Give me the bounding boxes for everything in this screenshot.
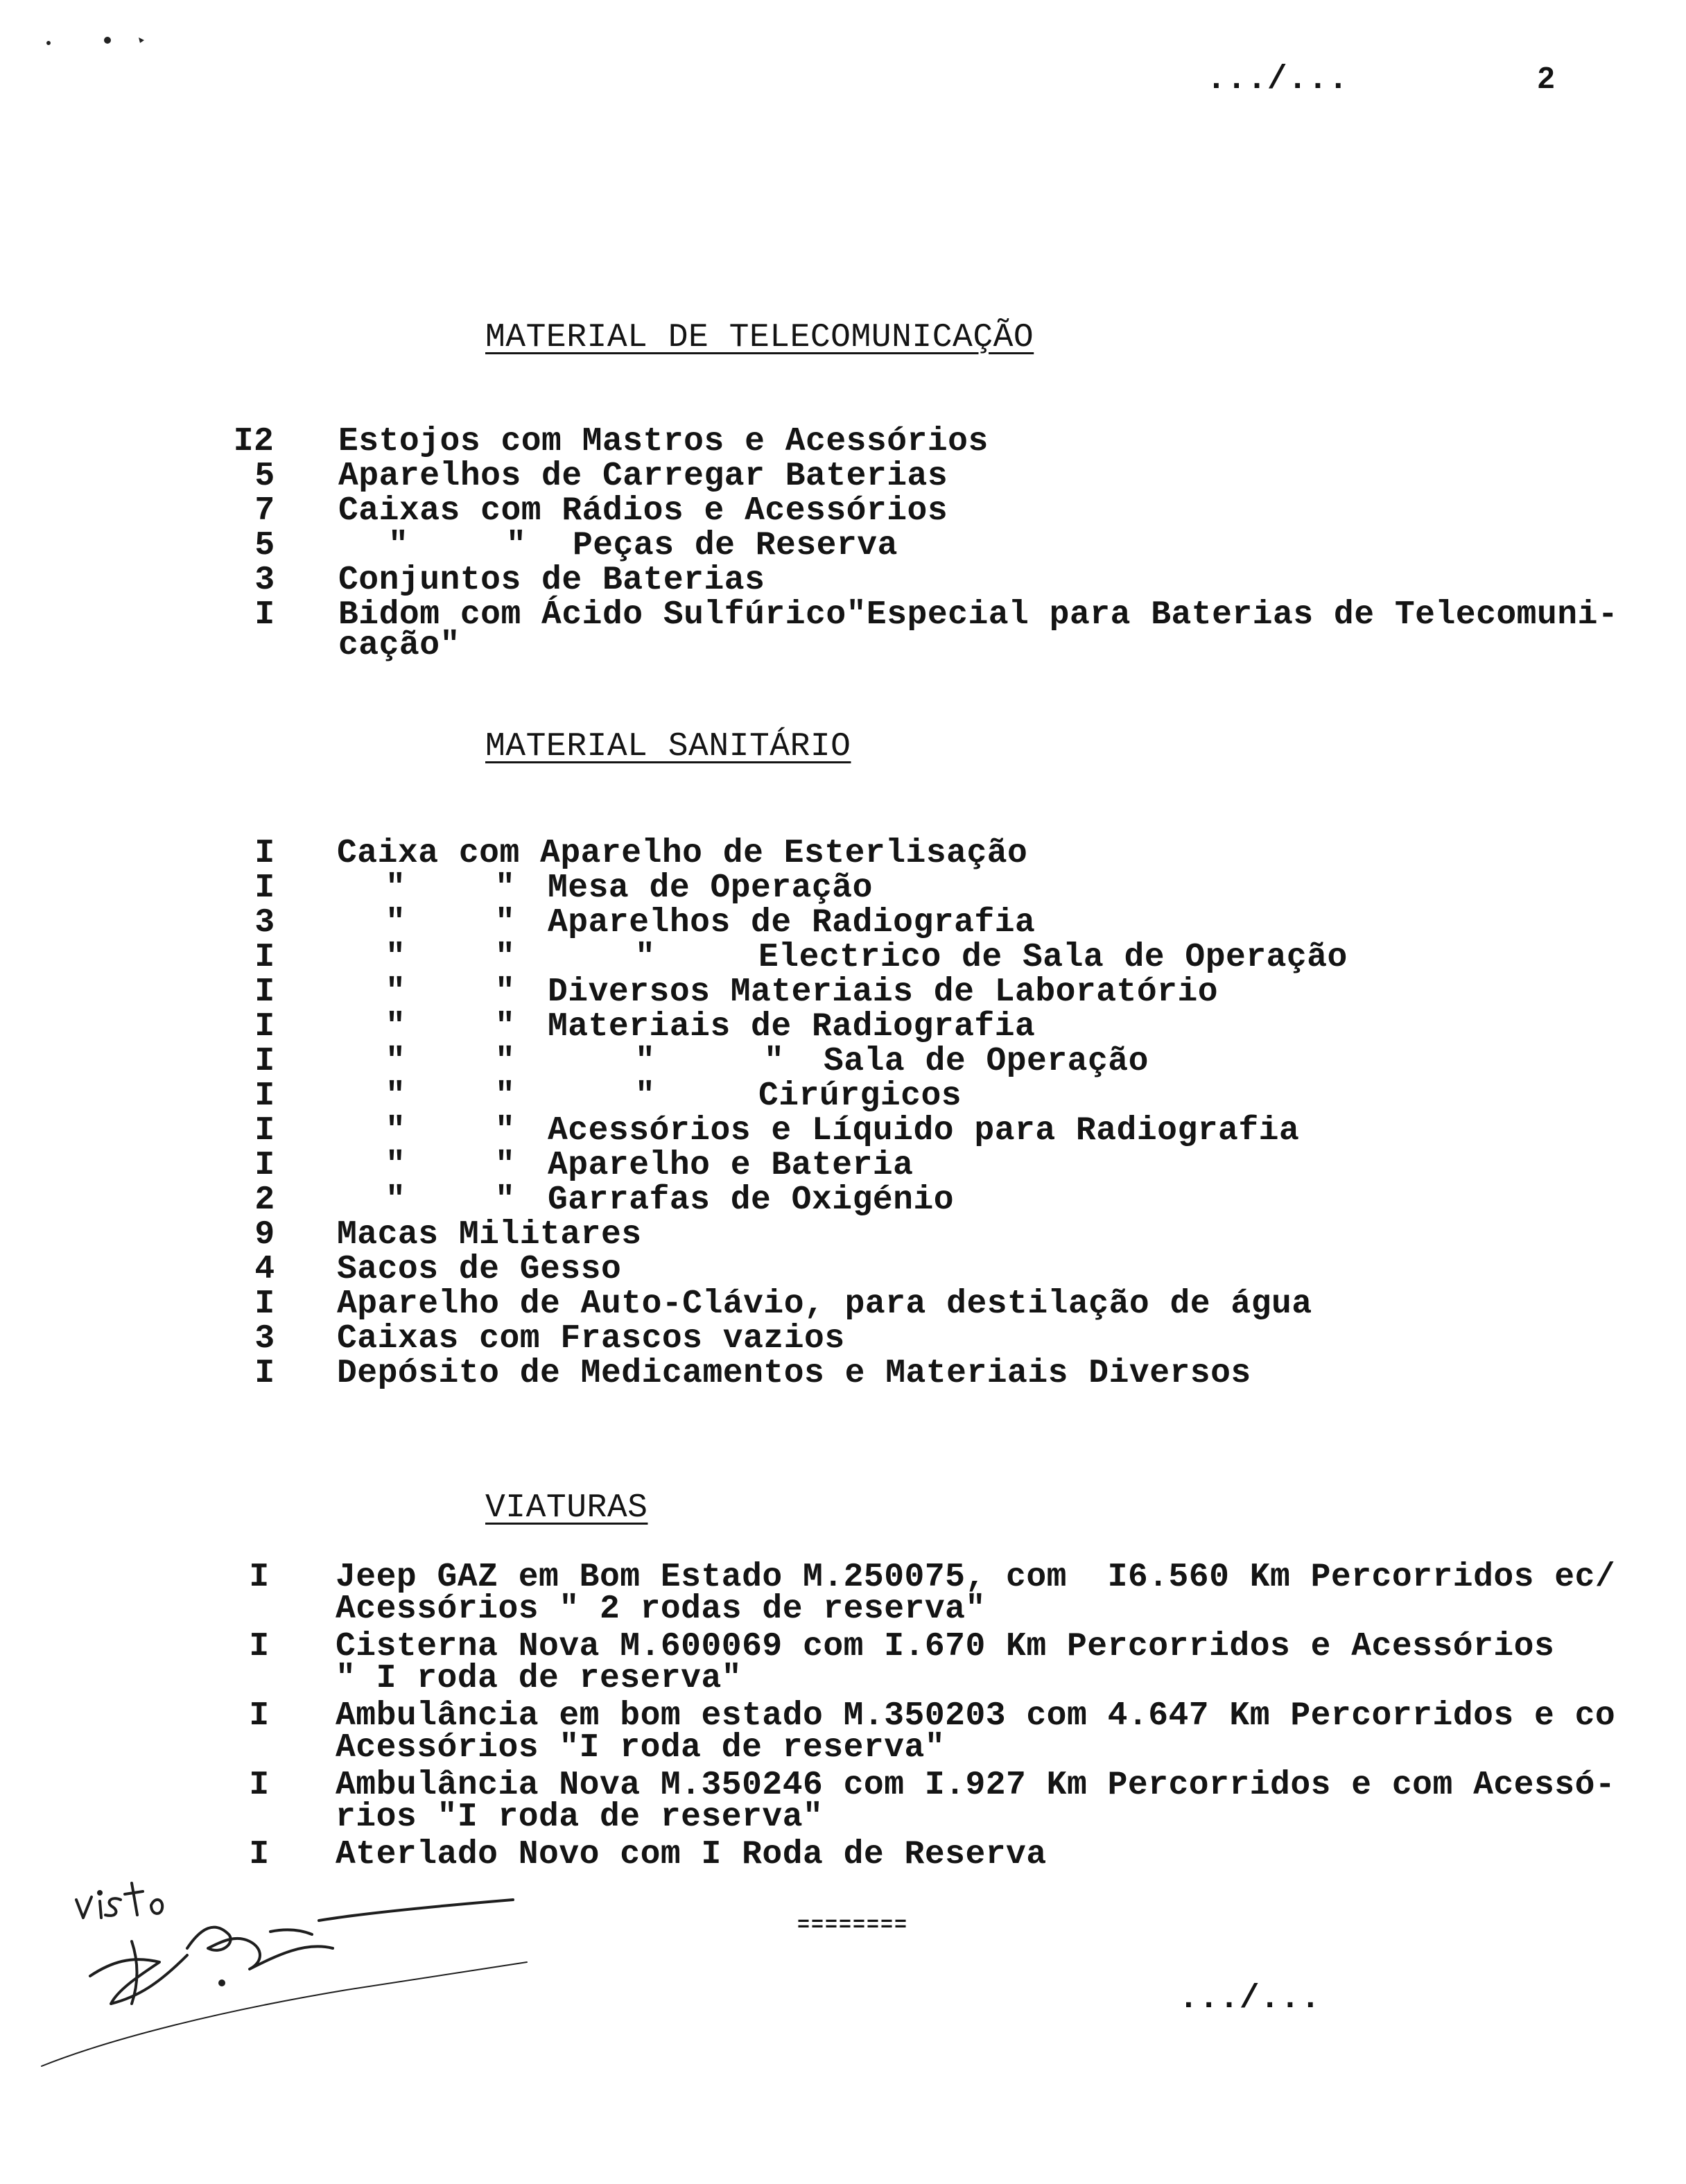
item-quantity: I: [254, 1077, 275, 1115]
ditto-mark: ": [385, 869, 406, 907]
ditto-mark: ": [388, 527, 409, 564]
item-description: Caixas com Frascos vazios: [337, 1320, 845, 1358]
ditto-mark: ": [635, 939, 656, 976]
item-description: Diversos Materiais de Laboratório: [548, 973, 1219, 1011]
ditto-mark: ": [495, 973, 516, 1011]
item-quantity: I: [249, 1767, 270, 1804]
ditto-mark: ": [495, 904, 516, 942]
item-quantity: 9: [254, 1216, 275, 1254]
item-description: Macas Militares: [337, 1216, 642, 1254]
item-quantity: I: [249, 1559, 270, 1596]
item-description: Caixas com Rádios e Acessórios: [338, 492, 948, 530]
item-description: Depósito de Medicamentos e Materiais Diversos: [337, 1355, 1251, 1392]
item-quantity: I: [254, 1147, 275, 1184]
item-description: Aterlado Novo com I Roda de Reserva: [336, 1836, 1047, 1873]
item-description: Aparelhos de Radiografia: [548, 904, 1036, 942]
item-quantity: I: [249, 1628, 270, 1665]
item-quantity: 5: [254, 458, 275, 495]
item-description: Bidom com Ácido Sulfúrico"Especial para Baterias de Telecomuni-: [338, 596, 1619, 634]
item-description: Sacos de Gesso: [337, 1251, 622, 1288]
section-heading-viaturas: VIATURAS: [485, 1489, 648, 1527]
item-quantity: I: [249, 1697, 270, 1735]
ditto-mark: ": [495, 1008, 516, 1046]
item-description-continuation: Acessórios "I roda de reserva": [336, 1729, 946, 1767]
item-quantity: I: [254, 1008, 275, 1046]
ditto-mark: ": [385, 904, 406, 942]
item-quantity: I: [254, 1285, 275, 1323]
item-description-continuation: Acessórios " 2 rodas de reserva": [336, 1591, 986, 1628]
item-description: Ambulância Nova M.350246 com I.927 Km Percorridos e com Acessó-: [336, 1767, 1616, 1804]
handwritten-signature: [28, 1872, 596, 2080]
ditto-mark: ": [495, 939, 516, 976]
item-description: Peças de Reserva: [573, 527, 898, 564]
item-quantity: I: [254, 835, 275, 872]
ditto-mark: ": [495, 1077, 516, 1115]
ditto-mark: ": [764, 1043, 785, 1080]
ditto-mark: ": [495, 1147, 516, 1184]
item-quantity: 5: [254, 527, 275, 564]
item-description-continuation: cação": [338, 627, 460, 664]
section-heading-sanitario: MATERIAL SANITÁRIO: [485, 728, 851, 765]
continuation-mark-top: .../...: [1206, 61, 1349, 98]
section-heading-telecom: MATERIAL DE TELECOMUNICAÇÃO: [485, 319, 1034, 356]
item-quantity: I: [254, 939, 275, 976]
ditto-mark: ": [385, 973, 406, 1011]
item-quantity: 7: [254, 492, 275, 530]
ditto-mark: ": [385, 1147, 406, 1184]
ditto-mark: ": [635, 1077, 656, 1115]
item-description: Caixa com Aparelho de Esterlisação: [337, 835, 1028, 872]
item-quantity: I2: [233, 423, 275, 460]
item-description: Aparelhos de Carregar Baterias: [338, 458, 948, 495]
item-description: Aparelho e Bateria: [548, 1147, 914, 1184]
item-description: Materiais de Radiografia: [548, 1008, 1036, 1046]
scan-specks: [28, 21, 194, 76]
ditto-mark: ": [385, 939, 406, 976]
ditto-mark: ": [495, 1112, 516, 1150]
item-description: Conjuntos de Baterias: [338, 562, 765, 599]
ditto-mark: ": [495, 1043, 516, 1080]
item-description: Aparelho de Auto-Clávio, para destilação de água: [337, 1285, 1312, 1323]
item-quantity: I: [254, 1355, 275, 1392]
ditto-mark: ": [385, 1112, 406, 1150]
item-quantity: 4: [254, 1251, 275, 1288]
item-description: Estojos com Mastros e Acessórios: [338, 423, 989, 460]
item-quantity: 3: [254, 904, 275, 942]
ditto-mark: ": [385, 1008, 406, 1046]
item-description: Mesa de Operação: [548, 869, 873, 907]
ditto-mark: ": [506, 527, 527, 564]
item-description-continuation: rios "I roda de reserva": [336, 1799, 824, 1836]
ditto-mark: ": [495, 869, 516, 907]
item-quantity: I: [254, 1043, 275, 1080]
item-description: Cirúrgicos: [758, 1077, 962, 1115]
item-quantity: 2: [254, 1181, 275, 1219]
item-quantity: 3: [254, 1320, 275, 1358]
ditto-mark: ": [495, 1181, 516, 1219]
ditto-mark: ": [385, 1077, 406, 1115]
ditto-mark: ": [635, 1043, 656, 1080]
item-description: Sala de Operação: [824, 1043, 1149, 1080]
item-description: Electrico de Sala de Operação: [758, 939, 1348, 976]
separator-line: ========: [797, 1914, 909, 1937]
item-description: Acessórios e Líquido para Radiografia: [548, 1112, 1300, 1150]
item-quantity: I: [249, 1836, 270, 1873]
item-quantity: I: [254, 596, 275, 634]
item-description: Garrafas de Oxigénio: [548, 1181, 955, 1219]
ditto-mark: ": [385, 1181, 406, 1219]
item-quantity: 3: [254, 562, 275, 599]
page-number: 2: [1538, 61, 1555, 95]
item-description-continuation: " I roda de reserva": [336, 1660, 742, 1697]
item-description: Cisterna Nova M.600069 com I.670 Km Percorridos e Acessórios: [336, 1628, 1555, 1665]
item-description: Jeep GAZ em Bom Estado M.250075, com I6.560 Km Percorridos ec/: [336, 1559, 1616, 1596]
ditto-mark: ": [385, 1043, 406, 1080]
item-quantity: I: [254, 869, 275, 907]
item-description: Ambulância em bom estado M.350203 com 4.647 Km Percorridos e co: [336, 1697, 1616, 1735]
item-quantity: I: [254, 1112, 275, 1150]
continuation-mark-bottom: .../...: [1179, 1980, 1321, 2018]
item-quantity: I: [254, 973, 275, 1011]
